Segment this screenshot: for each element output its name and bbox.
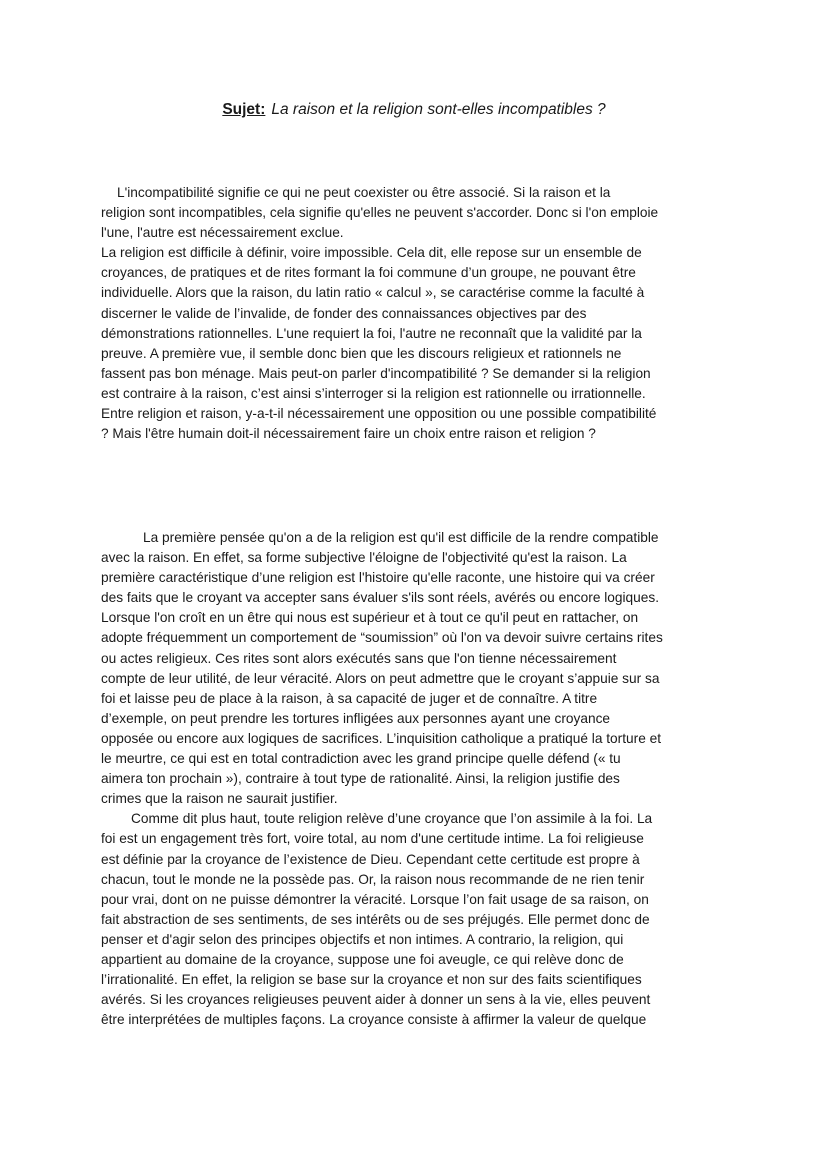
text-line: opposée ou encore aux logiques de sacrifices. L’inquisition catholique a pratiqué la torture et (101, 730, 662, 746)
text-line: adopte fréquemment un comportement de “soumission” où l'on va devoir suivre certains rites (101, 630, 663, 646)
text-line: l'une, l'autre est nécessairement exclue. (101, 225, 344, 241)
text-line: crimes que la raison ne saurait justifier. (101, 791, 338, 807)
text-line: fait abstraction de ses sentiments, de ses intérêts ou de ses préjugés. Elle permet donc de (101, 911, 650, 927)
text-line: foi est un engagement très fort, voire total, au nom d'une certitude intime. La foi religieuse (101, 831, 644, 847)
text-line: ou actes religieux. Ces rites sont alors exécutés sans que l'on tienne nécessairement (101, 650, 617, 666)
text-line: compte de leur utilité, de leur véracité. Alors on peut admettre que le croyant s’appuie sur sa (101, 670, 660, 686)
title-text: La raison et la religion sont-elles incompatibles ? (271, 101, 606, 118)
document-title (0, 100, 828, 120)
text-line: avérés. Si les croyances religieuses peuvent aider à donner un sens à la vie, elles peuvent (101, 992, 651, 1008)
text-line: preuve. A première vue, il semble donc bien que les discours religieux et rationnels ne (101, 345, 622, 361)
text-line: Entre religion et raison, y-a-t-il nécessairement une opposition ou une possible compatibilité (101, 406, 657, 422)
text-line: est contraire à la raison, c’est ainsi s’interroger si la religion est rationnelle ou irrationnelle. (101, 385, 646, 401)
text-line: être interprétées de multiples façons. La croyance consiste à affirmer la valeur de quelque (101, 1012, 647, 1028)
title-label: Sujet: (222, 101, 266, 118)
text-line: avec la raison. En effet, sa forme subjective l'éloigne de l'objectivité qu'est la raison. La (101, 550, 627, 566)
text-line: penser et d'agir selon des principes objectifs et non intimes. A contrario, la religion, qui (101, 931, 624, 947)
text-line: première caractéristique d’une religion est l'histoire qu'elle raconte, une histoire qui va créer (101, 570, 655, 586)
text-line: des faits que le croyant va accepter sans évaluer s'ils sont réels, avérés ou encore logiques. (101, 590, 660, 606)
text-line: religion sont incompatibles, cela signifie qu'elles ne peuvent s'accorder. Donc si l'on emploie (101, 205, 659, 221)
text-line: Comme dit plus haut, toute religion relève d’une croyance que l’on assimile à la foi. La (131, 811, 653, 827)
text-line: chacun, tout le monde ne la possède pas. Or, la raison nous recommande de ne rien tenir (101, 871, 645, 887)
text-line: le meurtre, ce qui est en total contradiction avec les grand principe quelle défend (« tu (101, 751, 621, 767)
text-line: d’exemple, on peut prendre les tortures infligées aux personnes ayant une croyance (101, 710, 611, 726)
text-line: individuelle. Alors que la raison, du latin ratio « calcul », se caractérise comme la faculté à (101, 285, 645, 301)
text-line: L'incompatibilité signifie ce qui ne peut coexister ou être associé. Si la raison et la (117, 185, 611, 200)
text-line: La religion est difficile à définir, voire impossible. Cela dit, elle repose sur un ensemble de (101, 245, 642, 261)
text-line: fassent pas bon ménage. Mais peut-on parler d'incompatibilité ? Se demander si la religion (101, 365, 651, 381)
text-line: pour vrai, dont on ne puisse démontrer la véracité. Lorsque l’on fait usage de sa raison, on (101, 891, 649, 907)
text-line: appartient au domaine de la croyance, suppose une foi aveugle, ce qui relève donc de (101, 951, 624, 967)
text-line: croyances, de pratiques et de rites formant la foi commune d’un groupe, ne pouvant être (101, 265, 636, 281)
text-line: Lorsque l'on croît en un être qui nous est supérieur et à tout ce qu'il peut en rattacher, on (101, 610, 639, 626)
body-paragraphs (101, 528, 728, 1030)
text-line: foi et laisse peu de place à la raison, à sa capacité de juger et de connaître. A titre (101, 690, 598, 706)
text-line: ? Mais l'être humain doit-il nécessairement faire un choix entre raison et religion ? (101, 426, 596, 442)
text-line: discerner le valide de l’invalide, de fonder des connaissances objectives par des (101, 305, 587, 321)
text-line: l’irrationalité. En effet, la religion se base sur la croyance et non sur des faits scientifiques (101, 972, 642, 988)
text-line: démonstrations rationnelles. L'une requiert la foi, l'autre ne reconnaît que la validité par la (101, 325, 642, 341)
text-line: aimera ton prochain »), contraire à tout type de rationalité. Ainsi, la religion justifie des (101, 771, 620, 787)
text-line: La première pensée qu'on a de la religion est qu'il est difficile de la rendre compatible (143, 530, 659, 545)
text-line: est définie par la croyance de l’existence de Dieu. Cependant cette certitude est propre à (101, 851, 640, 867)
introduction-paragraph (101, 183, 728, 444)
